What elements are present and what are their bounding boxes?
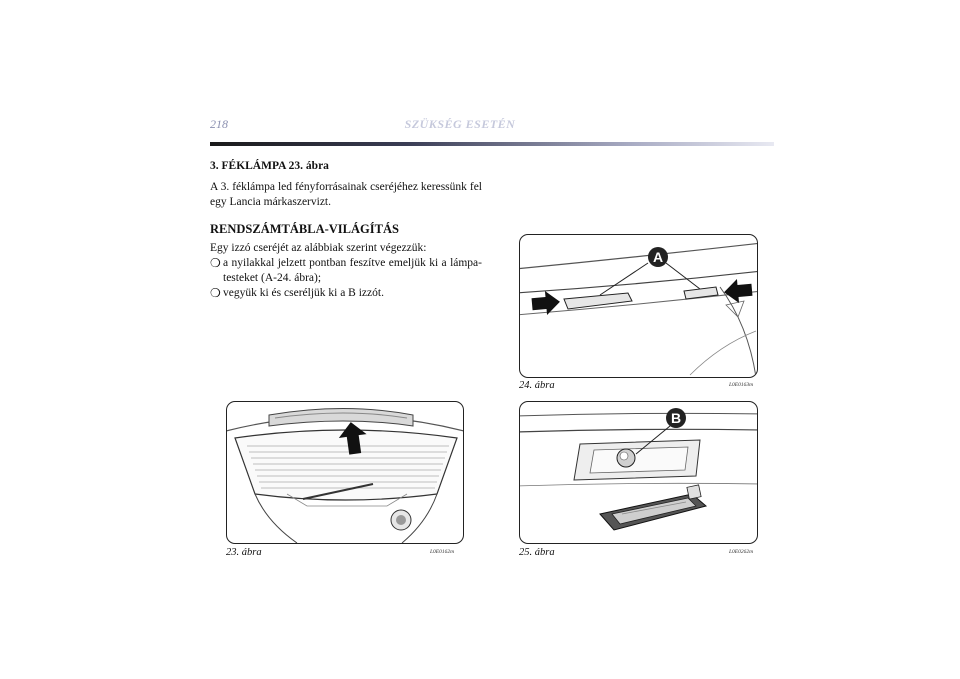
page-number: 218 xyxy=(210,117,228,131)
figure-23-code: L0E0162m xyxy=(430,549,455,555)
step-text: a nyilakkal jelzett pontban feszítve emeljük ki a lámpa-testeket (A-24. ábra); xyxy=(223,257,482,284)
step-item xyxy=(210,286,482,301)
heading-brake-light: 3. FÉKLÁMPA 23. ábra xyxy=(210,160,329,172)
figure-23-caption: 23. ábra xyxy=(226,547,262,558)
bullet-icon: ❍ xyxy=(210,256,221,270)
figure-24-caption: 24. ábra xyxy=(519,380,555,391)
figure-25-code: L0E0262m xyxy=(729,549,754,555)
header-rule xyxy=(210,142,774,146)
brake-light-text: A 3. féklámpa led fényforrásainak cseréjéhez keressünk fel egy Lancia márkaszervizt. xyxy=(210,181,482,208)
figure-25-label-b: B xyxy=(670,410,682,426)
plate-light-intro: Egy izzó cseréjét az alábbiak szerint végezzük: xyxy=(210,242,427,254)
figure-24-label-a: A xyxy=(652,249,664,265)
bullet-icon: ❍ xyxy=(210,286,221,300)
plate-light-illustration xyxy=(520,235,757,377)
figure-24-code: L0E0163m xyxy=(729,382,754,388)
section-title: SZÜKSÉG ESETÉN xyxy=(404,117,516,131)
step-text: vegyük ki és cseréljük ki a B izzót. xyxy=(223,287,384,299)
rear-window-illustration xyxy=(227,402,463,543)
figure-23-rear-window xyxy=(226,401,464,544)
figure-25-caption: 25. ábra xyxy=(519,547,555,558)
bulb-illustration xyxy=(520,402,757,543)
figure-25-bulb-replacement xyxy=(519,401,758,544)
step-item xyxy=(210,256,482,286)
figure-24-plate-light-housings xyxy=(519,234,758,378)
heading-plate-light: RENDSZÁMTÁBLA-VILÁGÍTÁS xyxy=(210,222,399,236)
